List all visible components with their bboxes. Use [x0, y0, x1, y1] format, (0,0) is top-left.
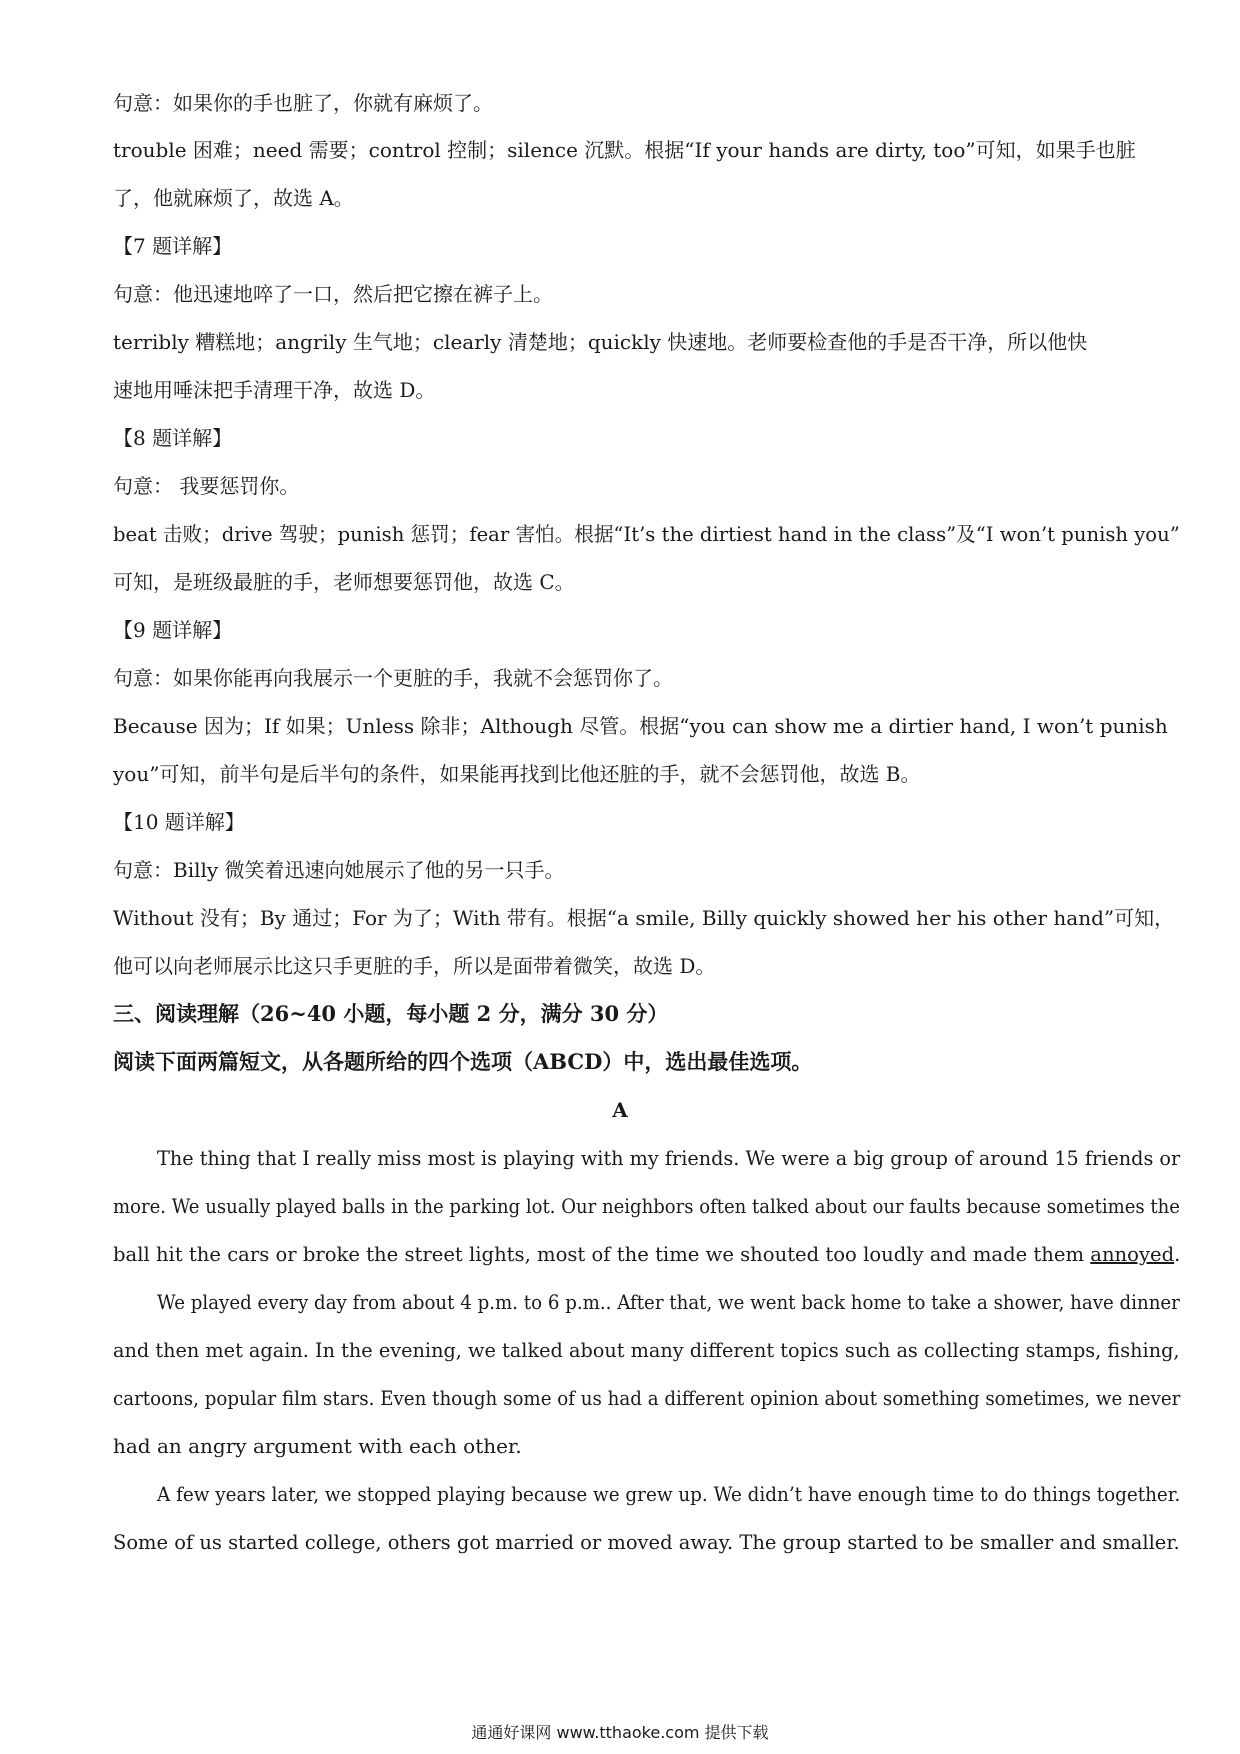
passage-label: A [612, 1098, 628, 1122]
question-heading: 【9 题详解】 [113, 618, 233, 642]
text-line: 了，他就麻烦了，故选 A。 [113, 186, 354, 210]
passage-line: and then met again. In the evening, we talked about many different topics such as collecting stamps, fishing, [113, 1338, 1180, 1362]
text-line: 句意：他迅速地啐了一口，然后把它擦在裤子上。 [113, 282, 553, 306]
passage-line-text: ball hit the cars or broke the street lights, most of the time we shouted too loudly and made them [113, 1242, 1091, 1266]
trailing-period: . [1174, 1242, 1181, 1266]
underlined-word: annoyed [1090, 1242, 1175, 1266]
text-line: 句意： 我要惩罚你。 [113, 474, 300, 498]
section-title: 三、阅读理解（26~40 小题，每小题 2 分，满分 30 分） [113, 1001, 669, 1026]
text-line: 句意：如果你能再向我展示一个更脏的手，我就不会惩罚你了。 [113, 666, 673, 690]
passage-line: more. We usually played balls in the parking lot. Our neighbors often talked about our faults because sometimes the [113, 1194, 1180, 1218]
text-line: terribly 糟糕地；angrily 生气地；clearly 清楚地；quickly 快速地。老师要检查他的手是否干净，所以他快 [113, 330, 1088, 354]
passage-line: Some of us started college, others got married or moved away. The group started to be smaller and smaller. [113, 1530, 1180, 1554]
passage-line: cartoons, popular film stars. Even though some of us had a different opinion about something sometimes, we never [113, 1386, 1181, 1410]
text-line: 可知，是班级最脏的手，老师想要惩罚他，故选 C。 [113, 570, 575, 594]
question-heading: 【10 题详解】 [113, 810, 245, 834]
page-footer: 通通好课网 www.tthaoke.com 提供下载 [471, 1723, 769, 1742]
question-heading: 【7 题详解】 [113, 234, 233, 258]
text-line: 句意：Billy 微笑着迅速向她展示了他的另一只手。 [113, 858, 565, 882]
text-line: 速地用唾沫把手清理干净，故选 D。 [113, 378, 436, 402]
text-line: 句意：如果你的手也脏了，你就有麻烦了。 [113, 91, 493, 115]
passage-line: A few years later, we stopped playing because we grew up. We didn’t have enough time to do things together. [157, 1482, 1181, 1506]
passage-line: We played every day from about 4 p.m. to 6 p.m.. After that, we went back home to take a shower, have dinner [157, 1290, 1180, 1314]
passage-line: The thing that I really miss most is playing with my friends. We were a big group of around 15 friends or [157, 1146, 1181, 1170]
text-line: trouble 困难；need 需要；control 控制；silence 沉默。根据“If your hands are dirty, too”可知，如果手也脏 [113, 138, 1136, 162]
question-heading: 【8 题详解】 [113, 426, 233, 450]
text-line: Because 因为；If 如果；Unless 除非；Although 尽管。根据“you can show me a dirtier hand, I won’t punish [113, 714, 1168, 738]
passage-line: had an angry argument with each other. [113, 1434, 522, 1458]
text-line: beat 击败；drive 驾驶；punish 惩罚；fear 害怕。根据“It’s the dirtiest hand in the class”及“I won’t punish you” [113, 522, 1180, 546]
text-line: Without 没有；By 通过；For 为了；With 带有。根据“a smile, Billy quickly showed her his other hand”可知， [113, 906, 1175, 930]
text-line: you”可知，前半句是后半句的条件，如果能再找到比他还脏的手，就不会惩罚他，故选 B。 [113, 762, 921, 786]
text-line: 他可以向老师展示比这只手更脏的手，所以是面带着微笑，故选 D。 [113, 954, 716, 978]
section-instruction: 阅读下面两篇短文，从各题所给的四个选项（ABCD）中，选出最佳选项。 [113, 1049, 813, 1074]
passage-line [113, 1240, 1181, 1268]
